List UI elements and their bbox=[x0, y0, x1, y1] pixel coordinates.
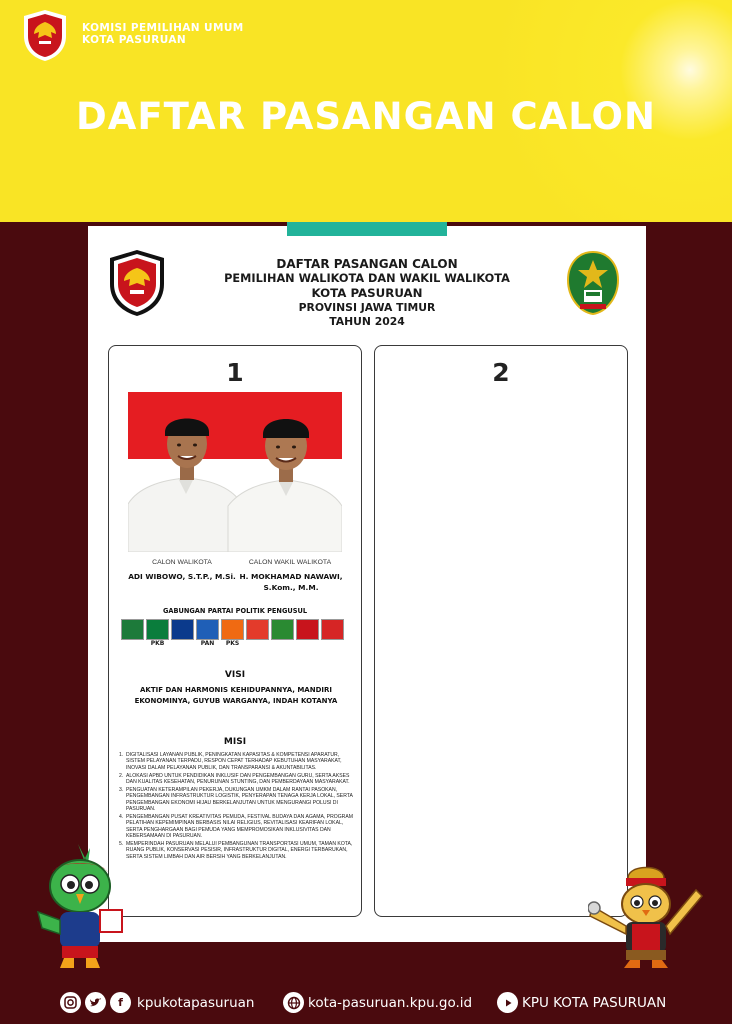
mission-title: MISI bbox=[223, 737, 247, 747]
kpu-logo-icon bbox=[22, 8, 68, 62]
party-name: PKS bbox=[225, 640, 240, 647]
party-logo bbox=[221, 619, 244, 649]
mission-text: PENGEMBANGAN PUSAT KREATIVITAS PEMUDA, FESTIVAL BUDAYA DAN AGAMA, PROGRAM PELATIHAN KEPEMIMPINAN BERBASIS NILAI RELIGIUS, REVITALISASI KEARIFAN LOKAL, SERTA PENGHARGAAN BAGI PEMUDA YANG MEMPROMOSIKAN INKLUSIVITAS DAN KEBERSAMAAN DI PASURUAN. bbox=[126, 813, 353, 840]
party-emblem-icon bbox=[196, 619, 219, 640]
kpu-emblem-icon bbox=[108, 248, 166, 318]
candidate-card-1 bbox=[108, 345, 362, 917]
role-mayor-label: CALON WALIKOTA bbox=[152, 559, 212, 566]
party-logo bbox=[246, 619, 269, 649]
party-name: PAN bbox=[200, 640, 215, 647]
vision-text: AKTIF DAN HARMONIS KEHIDUPANNYA, MANDIRI EKONOMINYA, GUYUB WARGANYA, INDAH KOTANYA bbox=[134, 686, 338, 705]
party-logo bbox=[296, 619, 319, 649]
website-link[interactable] bbox=[283, 992, 472, 1013]
instagram-icon[interactable] bbox=[60, 992, 81, 1013]
role-vice-mayor-label: CALON WAKIL WALIKOTA bbox=[248, 559, 332, 566]
social-handle[interactable]: kpukotapasuruan bbox=[137, 994, 255, 1011]
party-logo bbox=[196, 619, 219, 649]
facebook-icon[interactable]: f bbox=[110, 992, 131, 1013]
mission-number: 2. bbox=[119, 772, 124, 779]
vice-mayor-name: H. MOKHAMAD NAWAWI, S.Kom., M.M. bbox=[239, 572, 343, 592]
party-emblem-icon bbox=[171, 619, 194, 640]
heading-line-2: PEMILIHAN WALIKOTA DAN WAKIL WALIKOTA bbox=[224, 271, 510, 285]
org-name bbox=[82, 22, 244, 46]
party-logo bbox=[271, 619, 294, 649]
document-heading bbox=[178, 257, 556, 330]
vision-title: VISI bbox=[224, 670, 246, 680]
twitter-icon[interactable] bbox=[85, 992, 106, 1013]
page-title: DAFTAR PASANGAN CALON bbox=[76, 95, 656, 138]
mission-item bbox=[119, 752, 353, 771]
mission-number: 1. bbox=[119, 752, 124, 758]
party-emblem-icon bbox=[146, 619, 169, 640]
party-logos bbox=[121, 619, 351, 649]
youtube-channel: KPU KOTA PASURUAN bbox=[522, 994, 667, 1011]
mission-number: 3. bbox=[119, 786, 124, 793]
org-name-line2: KOTA PASURUAN bbox=[82, 34, 187, 46]
party-logo bbox=[146, 619, 169, 649]
globe-icon bbox=[283, 992, 304, 1013]
candidate-photo bbox=[128, 392, 342, 552]
party-logo bbox=[121, 619, 144, 649]
heading-line-3: KOTA PASURUAN bbox=[311, 286, 423, 300]
city-emblem-icon bbox=[566, 250, 620, 316]
heading-line-5: TAHUN 2024 bbox=[329, 315, 405, 328]
party-logo bbox=[321, 619, 344, 649]
party-emblem-icon bbox=[121, 619, 144, 640]
candidate-document bbox=[88, 226, 646, 942]
party-emblem-icon bbox=[296, 619, 319, 640]
mission-text: DIGITALISASI LAYANAN PUBLIK, PENINGKATAN KAPASITAS & KOMPETENSI APARATUR, SISTEM PELAYANAN TERPADU, RESPON CEPAT TERHADAP KEBUTUHAN MASYARAKAT, INOVASI DALAM PELAYANAN PUBLIK, DAN TRANSPARANSI & AKUNTABILITAS. bbox=[126, 752, 342, 771]
candidate-number: 1 bbox=[226, 358, 244, 387]
owl-mascot-icon bbox=[588, 860, 704, 970]
mission-item bbox=[119, 787, 353, 813]
mayor-name: ADI WIBOWO, S.T.P., M.Si. bbox=[128, 572, 236, 581]
coalition-parties-title: GABUNGAN PARTAI POLITIK PENGUSUL bbox=[162, 607, 308, 615]
bird-mascot-icon bbox=[34, 842, 124, 972]
heading-line-1: DAFTAR PASANGAN CALON bbox=[276, 257, 458, 271]
party-emblem-icon bbox=[321, 619, 344, 640]
mission-text: MEMPERINDAH PASURUAN MELALUI PEMBANGUNAN TRANSPORTASI UMUM, TAMAN KOTA, RUANG PUBLIK, KONSERVASI PESISIR, INFRASTRUKTUR DIGITAL, ENERGI TERBARUKAN, SERTA SISTEM LIMBAH DAN AIR BERSIH YANG BERKELANJUTAN. bbox=[126, 840, 353, 860]
heading-line-4: PROVINSI JAWA TIMUR bbox=[298, 300, 436, 314]
party-name: PKB bbox=[150, 640, 165, 647]
mission-text: PENGUATAN KETERAMPILAN PEKERJA, DUKUNGAN UMKM DALAM RANTAI PASOKAN, PENGEMBANGAN INFRASTRUKTUR LOGISTIK, PENYERAPAN TENAGA KERJA LOKAL, SERTA PENGEMBANGAN EKONOMI HIJAU BERKELANJUTAN UNTUK MENGURANGI POLUSI DI PASURUAN. bbox=[126, 786, 353, 813]
mission-list bbox=[119, 752, 353, 861]
accent-bar bbox=[287, 222, 447, 236]
footer bbox=[0, 982, 732, 1024]
social-links bbox=[60, 992, 254, 1013]
website-url: kota-pasuruan.kpu.go.id bbox=[308, 994, 473, 1011]
mission-item bbox=[119, 841, 353, 860]
youtube-icon bbox=[497, 992, 518, 1013]
party-emblem-icon bbox=[246, 619, 269, 640]
mission-text: ALOKASI APBD UNTUK PENDIDIKAN INKLUSIF DAN PENGEMBANGAN GURU, SERTA AKSES DAN KUALITAS KESEHATAN, PENURUNAN STUNTING, DAN PEMBERDAYAAN MASYARAKAT. bbox=[126, 772, 350, 786]
candidate-card-2 bbox=[374, 345, 628, 917]
mission-number: 4. bbox=[119, 813, 124, 820]
youtube-link[interactable] bbox=[497, 992, 666, 1013]
candidate-photo-illustration bbox=[128, 392, 342, 552]
mission-number: 5. bbox=[119, 840, 124, 847]
party-logo bbox=[171, 619, 194, 649]
party-emblem-icon bbox=[271, 619, 294, 640]
org-name-line1: KOMISI PEMILIHAN UMUM bbox=[82, 22, 244, 34]
candidate-number: 2 bbox=[492, 358, 510, 387]
mission-item bbox=[119, 814, 353, 840]
mission-item bbox=[119, 773, 353, 786]
party-emblem-icon bbox=[221, 619, 244, 640]
